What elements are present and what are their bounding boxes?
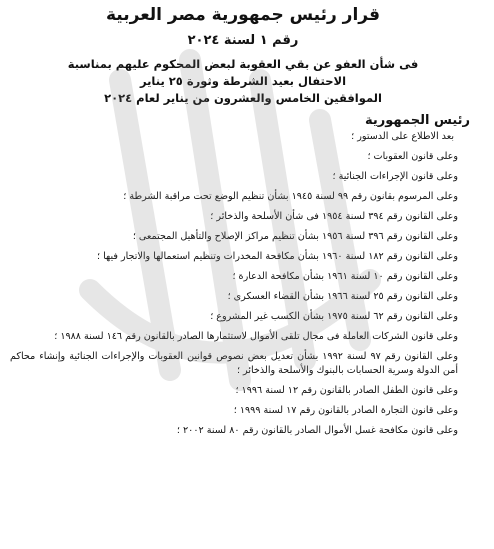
clause-item: وعلى المرسوم بقانون رقم ٩٩ لسنة ١٩٤٥ بشأن تنظيم الوضع تحت مراقبة الشرطة ؛ [123,191,458,202]
clause-item: وعلى القانون رقم ٢٥ لسنة ١٩٦٦ بشأن القضاء العسكرى ؛ [227,291,458,302]
decree-subject-line-3: الموافقين الخامس والعشرون من يناير لعام ٢٠٢٤ [104,91,382,105]
decree-title: قرار رئيس جمهورية مصر العربية [105,5,380,25]
clause-item: بعد الاطلاع على الدستور ؛ [351,131,454,142]
clause-item: وعلى القانون رقم ١٨٢ لسنة ١٩٦٠ بشأن مكافحة المخدرات وتنظيم استعمالها والاتجار فيها ؛ [97,251,458,262]
decree-number: رقم ١ لسنة ٢٠٢٤ [187,33,299,48]
clause-item: وعلى القانون رقم ٦٢ لسنة ١٩٧٥ بشأن الكسب غير المشروع ؛ [210,311,458,322]
clause-item: وعلى قانون العقوبات ؛ [367,151,458,162]
clause-item: وعلى قانون التجارة الصادر بالقانون رقم ١٧ لسنة ١٩٩٩ ؛ [233,405,458,416]
clause-item: وعلى قانون الإجراءات الجنائية ؛ [332,171,458,182]
clause-item: وعلى القانون رقم ٣٩٤ لسنة ١٩٥٤ فى شأن الأسلحة والذخائر ؛ [210,211,458,222]
decree-subject-line-1: فى شأن العفو عن بقي العقوبة لبعض المحكوم عليهم بمناسبة [67,57,419,71]
clause-item: وعلى قانون مكافحة غسل الأموال الصادر بالقانون رقم ٨٠ لسنة ٢٠٠٢ ؛ [176,425,458,436]
clause-item: وعلى القانون رقم ١٠ لسنة ١٩٦١ بشأن مكافحة الدعارة ؛ [232,271,458,282]
decree-subject-line-2: الاحتفال بعيد الشرطة وثورة ٢٥ يناير [139,74,347,88]
clause-item: وعلى القانون رقم ٣٩٦ لسنة ١٩٥٦ بشأن تنظيم مراكز الإصلاح والتأهيل المجتمعى ؛ [132,231,458,242]
clause-item: وعلى قانون الشركات العاملة فى مجال تلقى الأموال لاستثمارها الصادر بالقانون رقم ١٤٦ لسنة ١٩٨٨ ؛ [54,331,458,342]
clause-item: وعلى القانون رقم ٩٧ لسنة ١٩٩٢ بشأن تعديل بعض نصوص قوانين العقوبات والإجراءات الجنائية وإنشاء محاكم أمن الدولة وسرية الحسابات بالبنوك والأسلحة والذخائر ؛ [10,351,458,376]
president-heading: رئيس الجمهورية [365,113,470,128]
preamble-clauses [10,130,476,438]
clause-item: وعلى قانون الطفل الصادر بالقانون رقم ١٢ لسنة ١٩٩٦ ؛ [235,385,458,396]
